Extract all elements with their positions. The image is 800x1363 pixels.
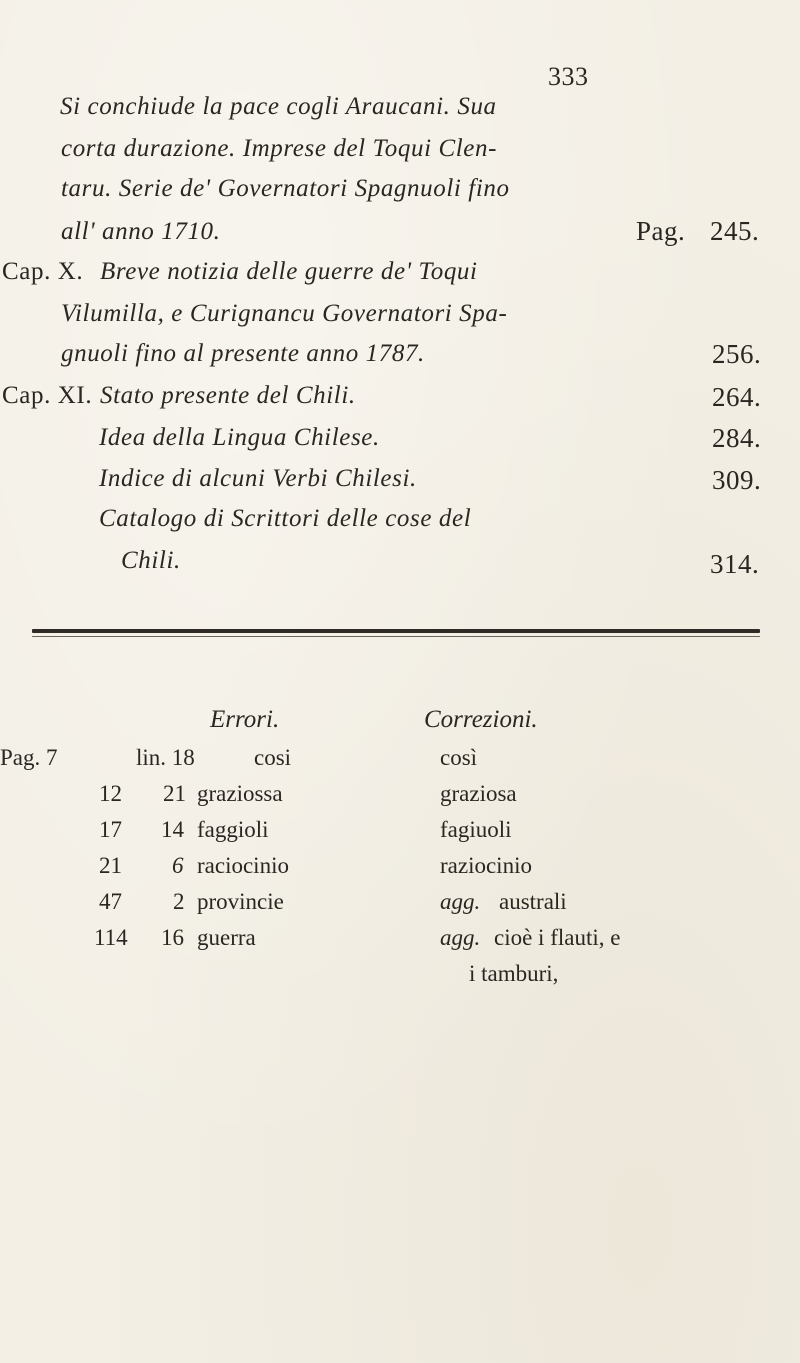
toc-page-number: 245.: [710, 216, 760, 246]
errata-correction-prefix: agg.: [440, 889, 481, 914]
errata-heading-corrections: Correzioni.: [424, 706, 538, 733]
errata-correction: cioè i flauti, e: [494, 925, 621, 950]
errata-error: guerra: [197, 925, 256, 950]
errata-correction-prefix: agg.: [440, 925, 481, 950]
toc-line: Breve notizia delle guerre de' Toqui: [100, 258, 478, 285]
errata-line: lin. 18: [136, 745, 195, 770]
errata-page: Pag. 7: [0, 745, 58, 770]
errata-heading-errors: Errori.: [210, 706, 280, 733]
errata-correction-continued: i tamburi,: [469, 961, 559, 986]
toc-page-number: 264.: [712, 382, 762, 412]
chapter-label: Cap. XI.: [2, 382, 93, 409]
toc-line: gnuoli fino al presente anno 1787.: [61, 340, 425, 367]
page-number: 333: [548, 62, 589, 91]
toc-line: all' anno 1710.: [61, 218, 221, 245]
errata-page: 114: [94, 925, 128, 950]
errata-correction: raziocinio: [440, 853, 532, 878]
separator-rule-thin: [32, 636, 760, 637]
errata-page: 47: [99, 889, 122, 914]
toc-page-number: 284.: [712, 423, 762, 453]
toc-line: Catalogo di Scrittori delle cose del: [99, 505, 472, 532]
errata-error: raciocinio: [197, 853, 289, 878]
errata-line: 2: [173, 889, 185, 914]
chapter-label: Cap. X.: [2, 258, 84, 285]
errata-line: 14: [161, 817, 184, 842]
toc-line: taru. Serie de' Governatori Spagnuoli fino: [61, 175, 510, 202]
errata-line: 6: [172, 853, 184, 878]
errata-error: cosi: [254, 745, 292, 770]
errata-page: 17: [99, 817, 122, 842]
errata-correction: fagiuoli: [440, 817, 512, 842]
errata-error: faggioli: [197, 817, 269, 842]
errata-correction: così: [440, 745, 478, 770]
toc-line: Indice di alcuni Verbi Chilesi.: [99, 465, 417, 492]
toc-page-number: 256.: [712, 339, 762, 369]
toc-page-number: 309.: [712, 465, 762, 495]
errata-correction: australi: [499, 889, 567, 914]
toc-line: corta durazione. Imprese del Toqui Clen-: [61, 135, 498, 162]
toc-line: Chili.: [121, 547, 181, 574]
toc-page-prefix: Pag.: [636, 216, 686, 246]
errata-correction: graziosa: [440, 781, 517, 806]
toc-page-number: 314.: [710, 549, 760, 579]
errata-line: 21: [163, 781, 186, 806]
errata-line: 16: [161, 925, 184, 950]
toc-line: Vilumilla, e Curignancu Governatori Spa-: [61, 300, 508, 327]
errata-error: graziossa: [197, 781, 283, 806]
toc-line: Stato presente del Chili.: [100, 382, 356, 409]
errata-page: 21: [99, 853, 122, 878]
toc-line: Si conchiude la pace cogli Araucani. Sua: [60, 93, 497, 120]
separator-rule: [32, 629, 760, 633]
errata-error: provincie: [197, 889, 284, 914]
toc-line: Idea della Lingua Chilese.: [99, 424, 380, 451]
errata-page: 12: [99, 781, 122, 806]
